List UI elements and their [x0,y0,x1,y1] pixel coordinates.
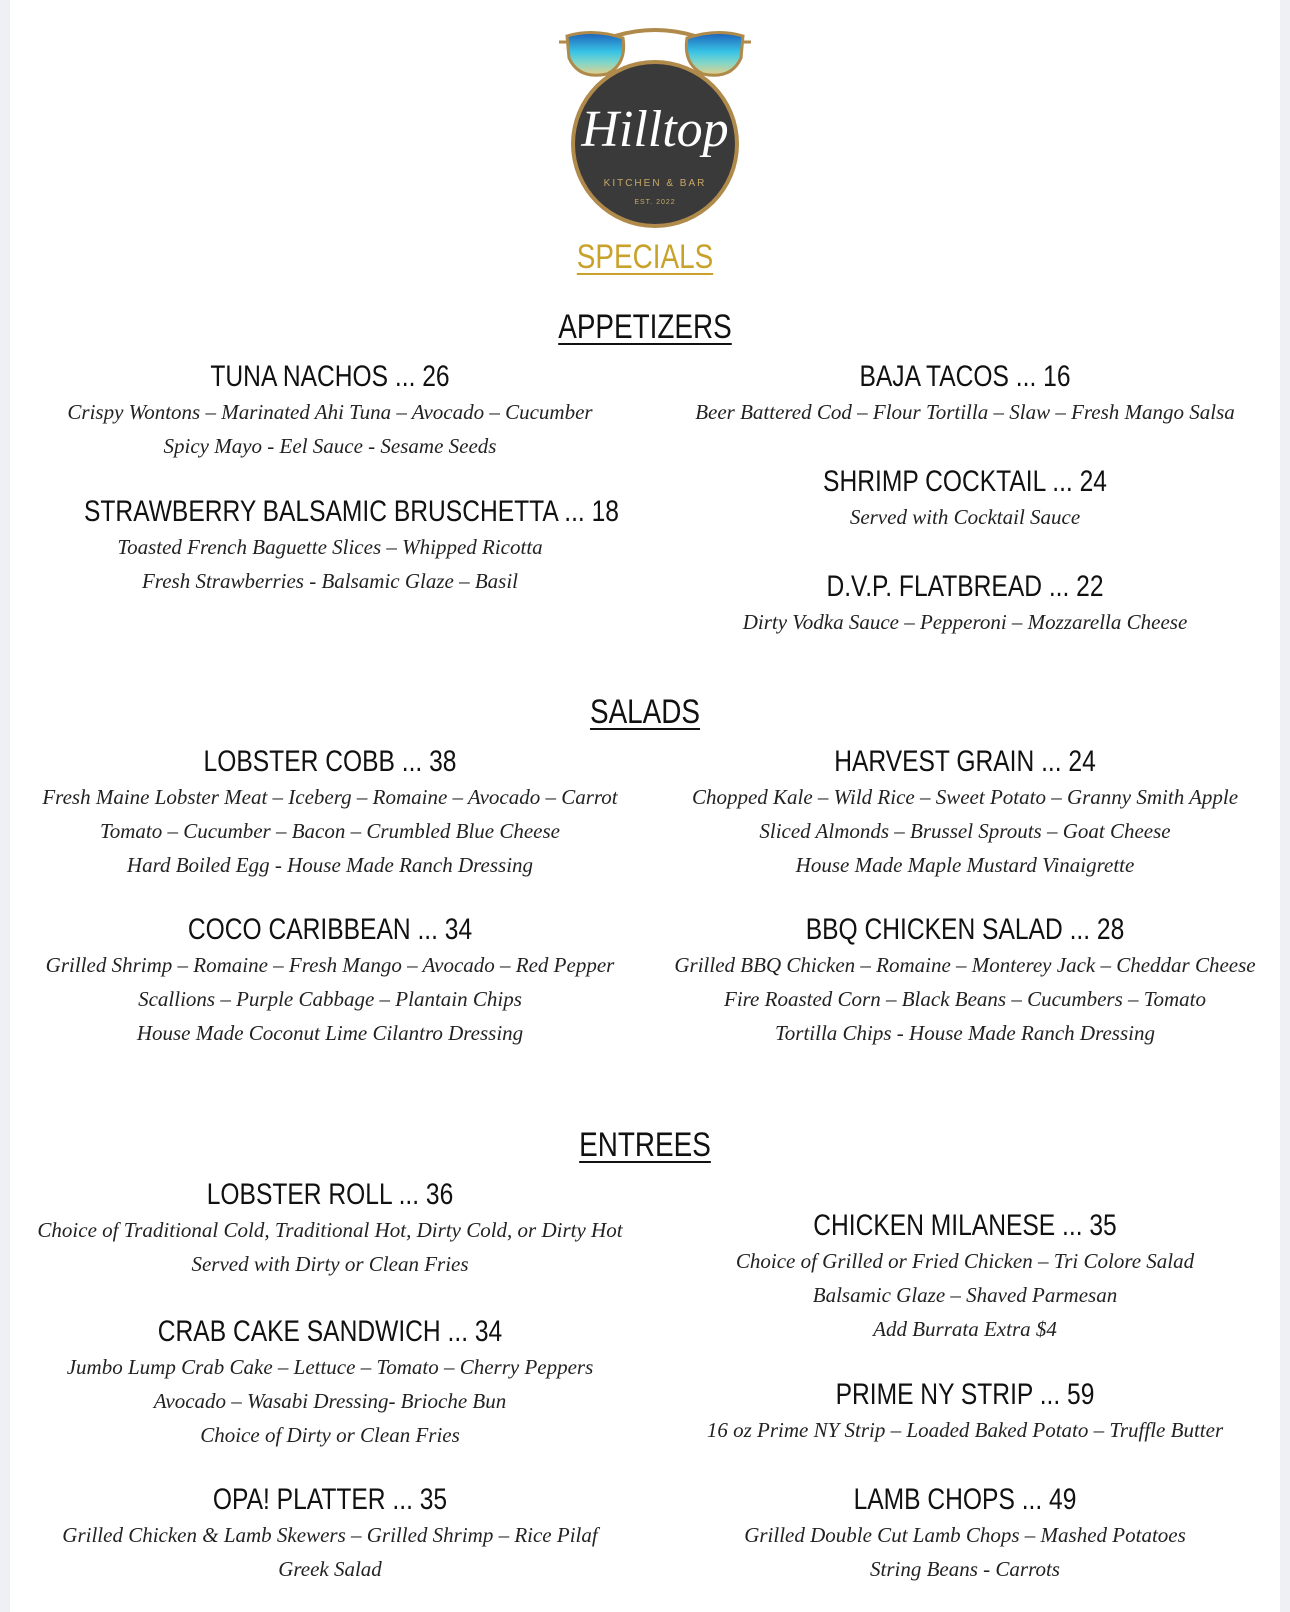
item-desc: Jumbo Lump Crab Cake – Lettuce – Tomato – Cherry Peppers [66,1355,594,1379]
item-name: SHRIMP COCKTAIL ... 24 [823,465,1107,498]
appetizers-heading: APPETIZERS [558,308,732,346]
menu-item [30,1483,630,1585]
item-desc: Tortilla Chips - House Made Ranch Dressing [775,1021,1155,1045]
menu-item [30,745,630,881]
item-desc: Toasted French Baguette Slices – Whipped Ricotta [117,535,543,559]
item-name: BBQ CHICKEN SALAD ... 28 [805,913,1125,946]
item-desc: Greek Salad [278,1557,382,1581]
menu-item [660,745,1270,881]
item-desc: Grilled Shrimp – Romaine – Fresh Mango – Avocado – Red Pepper [45,953,615,977]
item-desc: Choice of Grilled or Fried Chicken – Tri Colore Salad [735,1249,1195,1273]
salads-heading: SALADS [589,693,701,731]
menu-item [30,1178,630,1280]
item-desc: Hard Boiled Egg - House Made Ranch Dressing [126,853,534,877]
item-desc: Grilled Double Cut Lamb Chops – Mashed Potatoes [744,1523,1186,1547]
item-desc: Choice of Dirty or Clean Fries [200,1423,460,1447]
hilltop-logo [555,14,755,234]
item-desc: Sliced Almonds – Brussel Sprouts – Goat Cheese [759,819,1171,843]
item-desc: House Made Maple Mustard Vinaigrette [795,853,1135,877]
entrees-heading: ENTREES [579,1126,711,1164]
item-desc: Add Burrata Extra $4 [873,1317,1057,1341]
item-desc: Balsamic Glaze – Shaved Parmesan [812,1283,1118,1307]
item-desc: House Made Coconut Lime Cilantro Dressing [136,1021,524,1045]
item-name: STRAWBERRY BALSAMIC BRUSCHETTA ... 18 [84,495,619,528]
item-desc: Dirty Vodka Sauce – Pepperoni – Mozzarella Cheese [742,610,1188,634]
logo-graphic [555,14,755,234]
item-desc: Fire Roasted Corn – Black Beans – Cucumbers – Tomato [724,987,1206,1011]
item-name: PRIME NY STRIP ... 59 [835,1378,1095,1411]
menu-page [10,0,1280,1612]
specials-title: SPECIALS [576,238,714,276]
item-name: TUNA NACHOS ... 26 [210,360,450,393]
item-desc: String Beans - Carrots [870,1557,1060,1581]
item-desc: Grilled Chicken & Lamb Skewers – Grilled Shrimp – Rice Pilaf [62,1523,598,1547]
item-desc: Scallions – Purple Cabbage – Plantain Chips [138,987,522,1011]
item-name: BAJA TACOS ... 16 [859,360,1071,393]
item-name: LOBSTER COBB ... 38 [203,745,457,778]
item-name: CHICKEN MILANESE ... 35 [813,1209,1117,1242]
item-desc: Crispy Wontons – Marinated Ahi Tuna – Avocado – Cucumber [67,400,593,424]
menu-item [30,913,630,1049]
item-desc: Fresh Strawberries - Balsamic Glaze – Basil [141,569,519,593]
item-desc: Beer Battered Cod – Flour Tortilla – Slaw – Fresh Mango Salsa [695,400,1235,424]
item-name: LOBSTER ROLL ... 36 [206,1178,454,1211]
item-desc: 16 oz Prime NY Strip – Loaded Baked Potato – Truffle Butter [706,1418,1224,1442]
item-name: D.V.P. FLATBREAD ... 22 [826,570,1104,603]
item-desc: Avocado – Wasabi Dressing- Brioche Bun [153,1389,507,1413]
item-name: HARVEST GRAIN ... 24 [834,745,1096,778]
menu-item [660,465,1270,533]
item-desc: Choice of Traditional Cold, Traditional Hot, Dirty Cold, or Dirty Hot [37,1218,623,1242]
item-desc: Chopped Kale – Wild Rice – Sweet Potato – Granny Smith Apple [691,785,1239,809]
item-desc: Spicy Mayo - Eel Sauce - Sesame Seeds [163,434,497,458]
menu-item [660,570,1270,638]
menu-item [660,1378,1270,1446]
item-desc: Served with Dirty or Clean Fries [191,1252,469,1276]
item-desc: Fresh Maine Lobster Meat – Iceberg – Romaine – Avocado – Carrot [42,785,618,809]
item-name: COCO CARIBBEAN ... 34 [187,913,473,946]
menu-item [30,1315,630,1451]
menu-item [660,1483,1270,1585]
menu-item [30,360,630,462]
menu-item [30,495,630,597]
item-desc: Grilled BBQ Chicken – Romaine – Monterey Jack – Cheddar Cheese [674,953,1256,977]
logo-established-text: EST. 2022 [634,199,676,206]
menu-item [660,360,1270,428]
item-name: OPA! PLATTER ... 35 [212,1483,448,1516]
logo-tagline-text: KITCHEN & BAR [603,178,707,189]
menu-item [660,913,1270,1049]
item-desc: Served with Cocktail Sauce [849,505,1081,529]
item-name: LAMB CHOPS ... 49 [853,1483,1077,1516]
item-desc: Tomato – Cucumber – Bacon – Crumbled Blue Cheese [99,819,560,843]
menu-item [660,1209,1270,1345]
item-name: CRAB CAKE SANDWICH ... 34 [157,1315,503,1348]
logo-brand-text: Hilltop [581,101,729,158]
